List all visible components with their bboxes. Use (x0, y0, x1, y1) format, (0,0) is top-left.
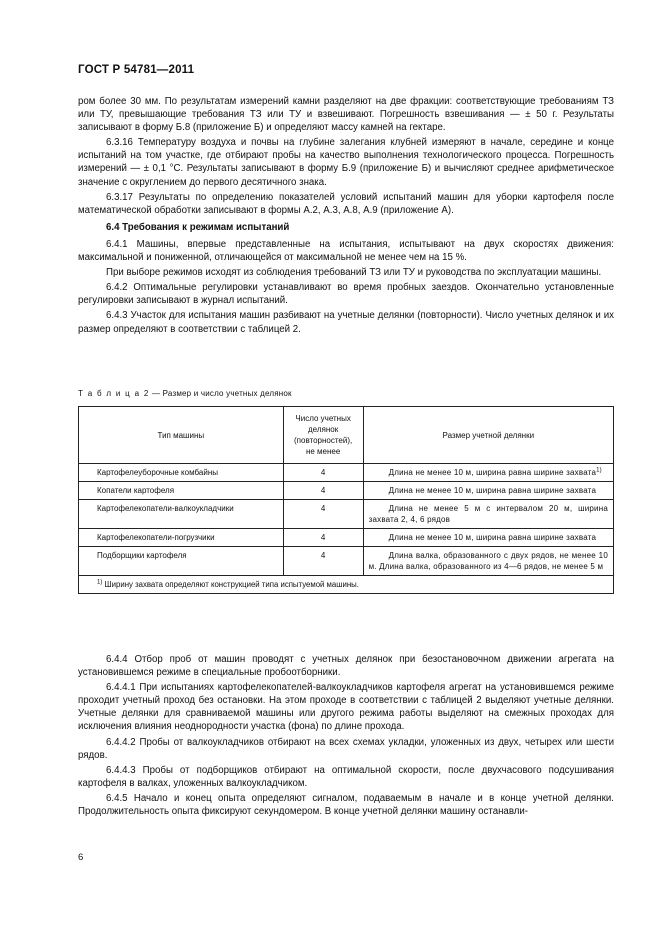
paragraph: 6.4.4.1 При испытаниях картофелекопателей-валкоукладчиков картофеля агрегат на установившемся режиме проходит учетный проход без остановки. На этом проходе в соответствии с таблицей 2 выделяют учетные делянки. Учетные делянки для сравниваемой машины или другого режима работы выделяют на смежных проходах для исключения влияния неоднородности участка (фона) по длине прохода. (78, 682, 614, 733)
body-text-top (78, 95, 614, 336)
header-size: Размер учетной делянки (363, 407, 613, 464)
paragraph: 6.4.4 Отбор проб от машин проводят с учетных делянок при безостановочном движении агрегата на установившемся режиме в специальные пробоотборники. (78, 654, 614, 679)
cell-size: Длина не менее 10 м, ширина равна ширине захвата (363, 482, 613, 500)
table-caption-text: — Размер и число учетных делянок (149, 389, 292, 398)
cell-count: 4 (283, 482, 363, 500)
cell-size-text: Длина не менее 10 м, ширина равна ширине захвата (388, 468, 597, 477)
paragraph: 6.4.3 Участок для испытания машин разбивают на учетные делянки (повторности). Число учетных делянок и их размер определяют в соответствии с таблицей 2. (78, 310, 614, 335)
footnote-text: Ширину захвата определяют конструкцией типа испытуемой машины. (102, 580, 359, 589)
paragraph: При выборе режимов исходят из соблюдения требований ТЗ или ТУ и руководства по эксплуатации машины. (106, 267, 602, 279)
cell-count: 4 (283, 464, 363, 482)
section-title: 6.4 Требования к режимам испытаний (106, 221, 290, 233)
paragraph: 6.4.2 Оптимальные регулировки устанавливают во время пробных заездов. Окончательно установленные регулировки записывают в журнал испытаний. (78, 282, 614, 307)
cell-type: Картофелекопатели-валкоукладчики (79, 500, 284, 529)
paragraph: ром более 30 мм. По результатам измерений камни разделяют на две фракции: соответствующие требованиям ТЗ или ТУ, превышающие требования ТЗ или ТУ и взвешивают. Погрешность взвешивания — ± 50 г. Результаты записывают в форму Б.8 (приложение Б) и определяют массу камней на гектаре. (78, 96, 614, 134)
paragraph: 6.4.4.2 Пробы от валкоукладчиков отбирают на всех схемах укладки, уложенных из двух, четырех или шести рядов. (78, 736, 614, 761)
paragraph: 6.4.5 Начало и конец опыта определяют сигналом, подаваемым в начале и в конце учетной делянки. Продолжительность опыта фиксируют секундомером. В конце учетной делянки машину останавли- (78, 792, 614, 818)
paragraph: 6.4.1 Машины, впервые представленные на испытания, испытывают на двух скоростях движения: максимальной и пониженной, отличающейся от максимальной не менее чем на 15 %. (78, 238, 614, 264)
cell-count: 4 (283, 500, 363, 529)
table-caption-label: Т а б л и ц а 2 (78, 389, 150, 398)
table-row (79, 464, 614, 482)
cell-size (363, 464, 613, 482)
cell-type: Картофелекопатели-погрузчики (79, 529, 284, 547)
footnote-ref: 1) (596, 467, 602, 474)
header-type: Тип машины (79, 407, 284, 464)
cell-count: 4 (283, 547, 363, 576)
page-number: 6 (78, 852, 84, 863)
table-row (79, 547, 614, 576)
table-row (79, 529, 614, 547)
cell-size: Длина не менее 5 м с интервалом 20 м, ширина захвата 2, 4, 6 рядов (363, 500, 613, 529)
table-caption (78, 389, 292, 398)
document-header: ГОСТ Р 54781—2011 (78, 64, 195, 76)
paragraph: 6.4.4.3 Пробы от подборщиков отбирают на оптимальной скорости, после двухчасового подсушивания картофеля в валках, уложенных валкоукладчиком. (78, 764, 614, 789)
footnote-mark: 1) (97, 579, 103, 586)
cell-size: Длина не менее 10 м, ширина равна ширине захвата (363, 529, 613, 547)
table-row (79, 482, 614, 500)
table-header-row (79, 407, 614, 464)
cell-type: Картофелеуборочные комбайны (79, 464, 284, 482)
header-count: Число учетных делянок (повторностей), не менее (283, 407, 363, 464)
cell-type: Копатели картофеля (79, 482, 284, 500)
size-table (78, 406, 614, 594)
body-text-bottom (78, 653, 614, 818)
paragraph: 6.3.16 Температуру воздуха и почвы на глубине залегания клубней измеряют в начале, середине и конце испытаний на том участке, где отбирают пробы на качество выполнения технологического процесса. Погрешность измерений — ± 0,1 °С. Результаты записывают в форму Б.9 (приложение Б) и вычисляют среднее арифметическое значение с округлением до первого десятичного знака. (78, 137, 614, 188)
cell-count: 4 (283, 529, 363, 547)
paragraph: 6.3.17 Результаты по определению показателей условий испытаний машин для уборки картофеля после математической обработки записывают в формы А.2, А.3, А.8, А.9 (приложение А). (78, 191, 614, 216)
table-footnote-row (79, 576, 614, 594)
table-footnote (79, 576, 614, 594)
cell-size: Длина валка, образованного с двух рядов, не менее 10 м. Длина валка, образованного из 4—6 рядов, не менее 5 м (363, 547, 613, 576)
table-row (79, 500, 614, 529)
cell-type: Подборщики картофеля (79, 547, 284, 576)
